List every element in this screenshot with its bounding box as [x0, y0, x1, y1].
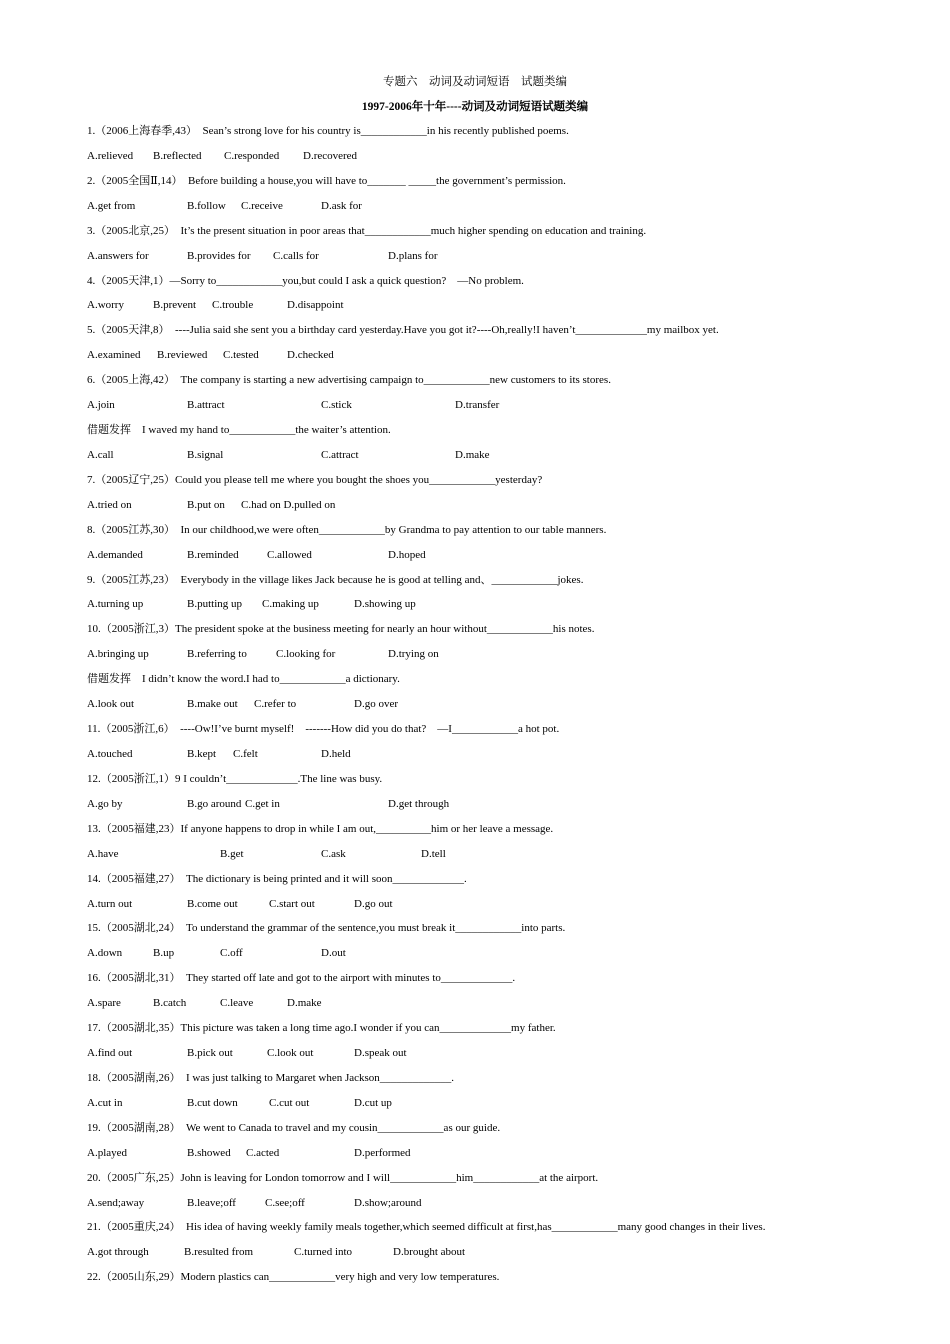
answer-option: A.answers for [87, 249, 149, 262]
answer-option: D.speak out [354, 1047, 407, 1060]
question-text: 13.（2005福建,23）If anyone happens to drop in while I am out,__________him or her leave a message. [87, 822, 554, 835]
answer-option: C.felt [233, 748, 258, 760]
answer-option: C.tested [223, 349, 259, 362]
question-text: 19.（2005湖南,28） We went to Canada to travel and my cousin____________as our guide. [87, 1121, 501, 1134]
answer-option: D.transfer [455, 399, 500, 412]
answer-option: A.get from [87, 199, 136, 212]
answer-option: B.provides for [187, 249, 251, 262]
answer-option: D.checked [287, 349, 334, 362]
answer-option: C.calls for [273, 249, 319, 262]
answer-option: B.go around [187, 797, 242, 810]
answer-option: A.cut in [87, 1096, 123, 1109]
answer-option: B.referring to [187, 648, 247, 661]
answer-option: A.touched [87, 748, 133, 760]
answer-option: C.attract [321, 448, 359, 461]
question-text: 5.（2005天津,8） ----Julia said she sent you a birthday card yesterday.Have you got it?----Oh,really!I haven’t_____________my mailbox yet. [87, 324, 719, 337]
question-text: 18.（2005湖南,26） I was just talking to Margaret when Jackson_____________. [87, 1071, 455, 1084]
answer-option: A.find out [87, 1047, 133, 1060]
question-text: 6.（2005上海,42） The company is starting a new advertising campaign to____________new customers to its stores. [87, 374, 611, 387]
answer-option: C.looking for [276, 648, 336, 661]
answer-option: D.go over [354, 698, 398, 711]
question-text: 16.（2005湖北,31） They started off late and got to the airport with minutes to_____________. [87, 972, 516, 985]
answer-option: A.call [87, 448, 114, 461]
answer-option: B.catch [153, 997, 187, 1010]
answer-option: B.follow [187, 199, 226, 212]
answer-option: A.got through [87, 1246, 149, 1259]
answer-option: D.held [321, 748, 351, 760]
answer-option: C.receive [241, 199, 283, 212]
answer-option: A.send;away [87, 1196, 145, 1209]
answer-option: D.make [455, 448, 490, 461]
question-text: 2.（2005全国Ⅱ,14） Before building a house,you will have to_______ _____the government’s permission. [87, 174, 566, 187]
answer-option: A.worry [87, 299, 124, 312]
answer-option: B.attract [187, 399, 225, 412]
answer-option: C.cut out [269, 1096, 310, 1109]
question-text: 7.（2005辽宁,25）Could you please tell me where you bought the shoes you____________yesterday? [87, 473, 543, 486]
answer-option: A.join [87, 399, 115, 412]
answer-option: C.acted [246, 1146, 280, 1159]
question-text: 12.（2005浙江,1）9 I couldn’t_____________.The line was busy. [87, 772, 383, 785]
answer-option: D.show;around [354, 1196, 422, 1209]
answer-option: D.get through [388, 797, 450, 810]
question-text: 借题发挥 I didn’t know the word.I had to____________a dictionary. [87, 673, 400, 686]
question-text: 1.（2006上海春季,43） Sean’s strong love for his country is____________in his recently published poems. [87, 125, 569, 137]
page-subtitle: 1997-2006年十年----动词及动词短语试题类编 [361, 101, 589, 113]
answer-option: A.played [87, 1146, 128, 1159]
answer-option: D.ask for [321, 199, 362, 212]
answer-option: C.stick [321, 399, 352, 412]
answer-option: D.recovered [303, 149, 358, 162]
page-title: 专题六 动词及动词短语 试题类编 [383, 76, 567, 88]
answer-option: C.trouble [212, 299, 254, 312]
answer-option: B.putting up [187, 598, 243, 611]
answer-option: B.signal [187, 448, 224, 461]
question-text: 22.（2005山东,29）Modern plastics can____________very high and very low temperatures. [87, 1271, 500, 1284]
question-text: 20.（2005广东,25）John is leaving for London tomorrow and I will____________him____________at the airport. [87, 1171, 599, 1184]
question-text: 15.（2005湖北,24） To understand the grammar of the sentence,you must break it____________into parts. [87, 922, 566, 935]
answer-option: A.look out [87, 698, 135, 711]
question-text: 借题发挥 I waved my hand to____________the waiter’s attention. [87, 424, 391, 437]
answer-option: A.relieved [87, 149, 134, 162]
answer-option: C.turned into [294, 1246, 353, 1259]
answer-option: C.allowed [267, 548, 312, 561]
question-text: 10.（2005浙江,3）The president spoke at the business meeting for nearly an hour without____________his notes. [87, 623, 595, 636]
question-text: 9.（2005江苏,23） Everybody in the village likes Jack because he is good at telling and、____________jokes. [87, 573, 584, 586]
answer-option: D.make [287, 997, 322, 1010]
question-text: 11.（2005浙江,6） ----Ow!I’ve burnt myself! -------How did you do that? —I____________a hot pot. [87, 723, 560, 736]
answer-option: D.disappoint [287, 299, 344, 312]
answer-option: A.bringing up [87, 648, 149, 661]
answer-option: B.up [153, 947, 175, 960]
answer-option: D.plans for [388, 249, 438, 262]
answer-option: B.leave;off [187, 1196, 236, 1209]
answer-option: A.demanded [87, 548, 143, 561]
answer-option: D.cut up [354, 1096, 392, 1109]
answer-option: D.brought about [393, 1246, 466, 1259]
answer-option: D.go out [354, 897, 393, 910]
answer-option: B.reviewed [157, 349, 208, 362]
question-text: 8.（2005江苏,30） In our childhood,we were often____________by Grandma to pay attention to our table manners. [87, 523, 607, 536]
answer-option: C.see;off [265, 1196, 305, 1209]
answer-option: C.making up [262, 598, 319, 611]
answer-option: D.showing up [354, 598, 416, 611]
answer-option: A.down [87, 947, 123, 960]
answer-option: C.responded [224, 149, 280, 162]
answer-option: C.get in [245, 797, 280, 810]
question-text: 17.（2005湖北,35）This picture was taken a long time ago.I wonder if you can_____________my father. [87, 1022, 556, 1035]
answer-option: C.refer to [254, 698, 297, 711]
answer-option: A.go by [87, 797, 123, 810]
answer-option: C.ask [321, 847, 346, 860]
answer-option: B.prevent [153, 299, 197, 312]
answer-option: B.pick out [187, 1047, 233, 1060]
question-text: 14.（2005福建,27） The dictionary is being printed and it will soon_____________. [87, 872, 467, 885]
answer-option: A.tried on [87, 498, 132, 511]
answer-option: B.make out [187, 698, 238, 711]
answer-option: D.trying on [388, 648, 439, 661]
answer-option: C.leave [220, 997, 254, 1010]
answer-option: C.off [220, 947, 243, 960]
question-text: 21.（2005重庆,24） His idea of having weekly family meals together,which seemed difficult at first,has____________many good changes in their lives. [87, 1221, 766, 1234]
answer-option: B.put on [187, 498, 225, 511]
answer-option: A.turning up [87, 598, 144, 611]
answer-option: D.tell [421, 847, 446, 860]
answer-option: B.showed [187, 1146, 231, 1159]
answer-option: A.turn out [87, 897, 133, 910]
question-text: 3.（2005北京,25） It’s the present situation in poor areas that____________much higher spending on education and training. [87, 224, 647, 237]
answer-option: D.hoped [388, 548, 426, 561]
answer-option: A.examined [87, 349, 141, 362]
answer-option: C.had on D.pulled on [241, 498, 336, 511]
answer-option: A.spare [87, 997, 121, 1010]
answer-option: B.reminded [187, 548, 239, 561]
answer-option: B.reflected [153, 149, 202, 162]
answer-option: B.resulted from [184, 1246, 254, 1259]
answer-option: B.cut down [187, 1096, 238, 1109]
question-text: 4.（2005天津,1）—Sorry to____________you,but could I ask a quick question? —No problem. [87, 274, 524, 287]
answer-option: D.out [321, 947, 346, 960]
answer-option: C.look out [267, 1047, 314, 1060]
answer-option: A.have [87, 847, 119, 860]
answer-option: B.kept [187, 748, 217, 760]
answer-option: C.start out [269, 897, 315, 910]
answer-option: B.get [220, 847, 244, 860]
answer-option: B.come out [187, 897, 238, 910]
answer-option: D.performed [354, 1146, 411, 1159]
